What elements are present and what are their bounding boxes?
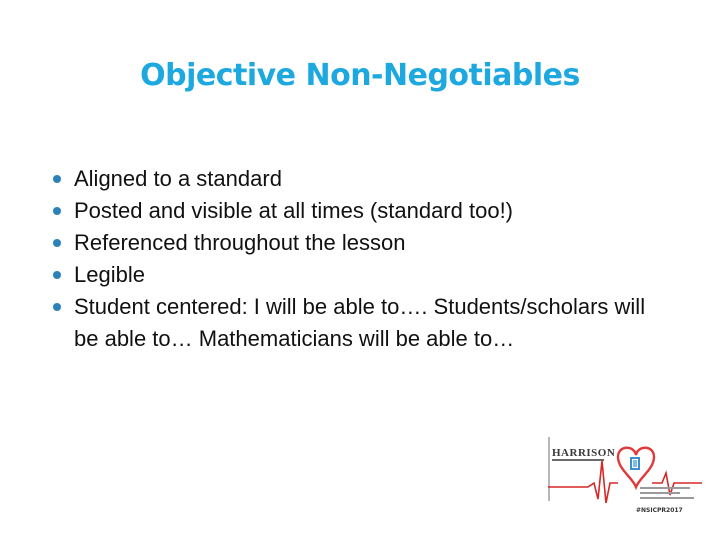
bullet-item	[50, 291, 670, 355]
slide-title: Objective Non-Negotiables	[140, 58, 580, 93]
heartbeat-heart-icon	[548, 443, 702, 513]
bullet-text: Posted and visible at all times (standard too!)	[74, 198, 514, 223]
bullet-text: Referenced throughout the lesson	[74, 230, 406, 255]
conference-logo	[548, 437, 702, 527]
bullet-dot-icon	[53, 207, 61, 215]
bullet-text: Student centered: I will be able to…. Students/scholars will be able to… Mathematicians will be able to…	[74, 294, 646, 351]
bullet-dot-icon	[53, 271, 61, 279]
bullet-text: Aligned to a standard	[74, 166, 282, 191]
bullet-dot-icon	[53, 239, 61, 247]
bullet-item	[50, 163, 670, 195]
bullet-dot-icon	[53, 303, 61, 311]
bullet-text: Legible	[74, 262, 145, 287]
harrison-logo-text: HARRISON	[552, 447, 616, 459]
bullet-dot-icon	[53, 175, 61, 183]
conference-hashtag: #NSICPR2017	[636, 507, 683, 514]
bullet-item	[50, 195, 670, 227]
bullet-item	[50, 227, 670, 259]
bullet-list	[50, 163, 670, 355]
conference-tagline-icon	[640, 487, 700, 499]
bullet-item	[50, 259, 670, 291]
